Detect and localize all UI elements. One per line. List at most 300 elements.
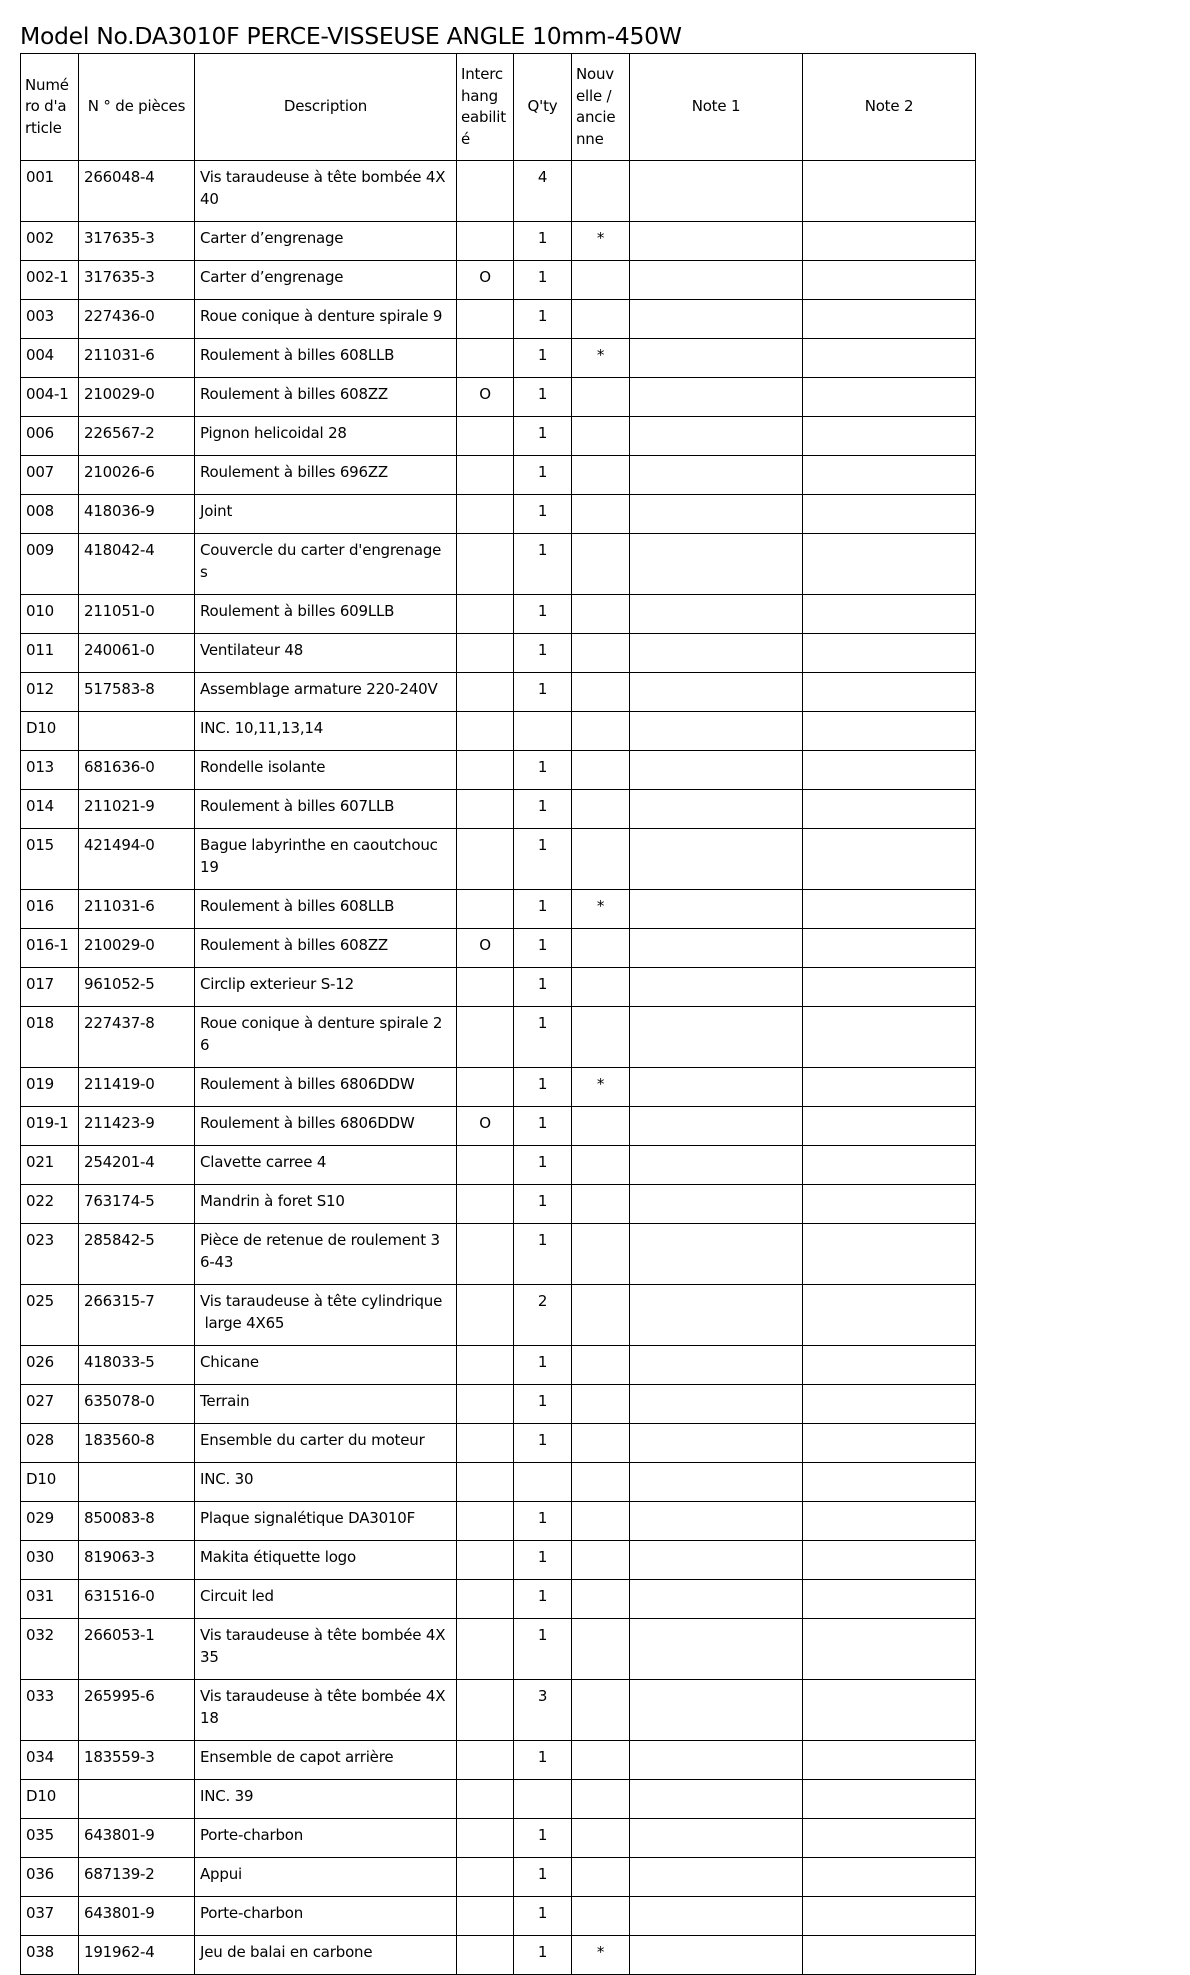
table-row [21, 1780, 976, 1819]
header-quantity: Q'ty [514, 54, 572, 161]
header-part-number: N ° de pièces [79, 54, 195, 161]
article-number-cell: 026 [21, 1346, 79, 1385]
note-1-cell [630, 1580, 803, 1619]
header-note-1: Note 1 [630, 54, 803, 161]
note-2-cell [803, 1502, 976, 1541]
interchangeability-cell [457, 339, 514, 378]
quantity-cell: 1 [514, 1007, 572, 1068]
interchangeability-cell: O [457, 378, 514, 417]
new-old-cell [572, 1463, 630, 1502]
note-1-cell [630, 456, 803, 495]
table-row [21, 1285, 976, 1346]
note-1-cell [630, 1224, 803, 1285]
note-2-cell [803, 1463, 976, 1502]
table-row [21, 261, 976, 300]
part-number-cell: 961052-5 [79, 968, 195, 1007]
note-1-cell [630, 1146, 803, 1185]
interchangeability-cell [457, 1224, 514, 1285]
part-number-cell: 643801-9 [79, 1819, 195, 1858]
note-2-cell [803, 1680, 976, 1741]
note-2-cell [803, 339, 976, 378]
part-number-cell: 418036-9 [79, 495, 195, 534]
article-number-cell: 016 [21, 890, 79, 929]
note-1-cell [630, 417, 803, 456]
description-cell: INC. 10,11,13,14 [195, 712, 457, 751]
new-old-cell [572, 1007, 630, 1068]
table-row [21, 1424, 976, 1463]
article-number-cell: D10 [21, 1780, 79, 1819]
note-2-cell [803, 790, 976, 829]
article-number-cell: 030 [21, 1541, 79, 1580]
part-number-cell: 226567-2 [79, 417, 195, 456]
description-cell: Terrain [195, 1385, 457, 1424]
part-number-cell: 418042-4 [79, 534, 195, 595]
note-2-cell [803, 1185, 976, 1224]
table-row [21, 1741, 976, 1780]
description-cell: Joint [195, 495, 457, 534]
note-2-cell [803, 300, 976, 339]
interchangeability-cell [457, 222, 514, 261]
part-number-cell: 266053-1 [79, 1619, 195, 1680]
description-cell: Roulement à billes 608ZZ [195, 929, 457, 968]
quantity-cell: 1 [514, 595, 572, 634]
quantity-cell: 1 [514, 378, 572, 417]
quantity-cell: 1 [514, 534, 572, 595]
note-1-cell [630, 1285, 803, 1346]
note-1-cell [630, 790, 803, 829]
article-number-cell: 036 [21, 1858, 79, 1897]
description-cell: Jeu de balai en carbone [195, 1936, 457, 1975]
part-number-cell: 517583-8 [79, 673, 195, 712]
table-row [21, 1502, 976, 1541]
new-old-cell [572, 1819, 630, 1858]
note-1-cell [630, 1897, 803, 1936]
article-number-cell: 037 [21, 1897, 79, 1936]
new-old-cell [572, 829, 630, 890]
note-1-cell [630, 929, 803, 968]
article-number-cell: 029 [21, 1502, 79, 1541]
quantity-cell: 1 [514, 673, 572, 712]
header-note-2: Note 2 [803, 54, 976, 161]
part-number-cell: 210029-0 [79, 378, 195, 417]
description-cell: Ensemble du carter du moteur [195, 1424, 457, 1463]
table-row [21, 1541, 976, 1580]
table-row [21, 673, 976, 712]
note-1-cell [630, 1502, 803, 1541]
note-1-cell [630, 1424, 803, 1463]
article-number-cell: 019-1 [21, 1107, 79, 1146]
new-old-cell [572, 378, 630, 417]
note-2-cell [803, 222, 976, 261]
note-2-cell [803, 673, 976, 712]
article-number-cell: 015 [21, 829, 79, 890]
table-row [21, 1346, 976, 1385]
interchangeability-cell [457, 1897, 514, 1936]
new-old-cell [572, 534, 630, 595]
note-1-cell [630, 968, 803, 1007]
interchangeability-cell [457, 1780, 514, 1819]
interchangeability-cell [457, 1819, 514, 1858]
new-old-cell [572, 417, 630, 456]
parts-table [20, 53, 976, 1975]
interchangeability-cell [457, 890, 514, 929]
note-1-cell [630, 634, 803, 673]
new-old-cell [572, 161, 630, 222]
article-number-cell: 006 [21, 417, 79, 456]
note-2-cell [803, 890, 976, 929]
new-old-cell [572, 968, 630, 1007]
article-number-cell: 007 [21, 456, 79, 495]
article-number-cell: 008 [21, 495, 79, 534]
part-number-cell: 211031-6 [79, 339, 195, 378]
description-cell: INC. 30 [195, 1463, 457, 1502]
new-old-cell [572, 1619, 630, 1680]
note-2-cell [803, 417, 976, 456]
note-2-cell [803, 1741, 976, 1780]
description-cell: INC. 39 [195, 1780, 457, 1819]
new-old-cell [572, 1385, 630, 1424]
part-number-cell: 635078-0 [79, 1385, 195, 1424]
quantity-cell: 1 [514, 1424, 572, 1463]
note-2-cell [803, 1936, 976, 1975]
part-number-cell: 850083-8 [79, 1502, 195, 1541]
note-1-cell [630, 222, 803, 261]
description-cell: Roulement à billes 608ZZ [195, 378, 457, 417]
note-2-cell [803, 1346, 976, 1385]
description-cell: Carter d’engrenage [195, 261, 457, 300]
header-article-number: Numé ro d'a rticle [21, 54, 79, 161]
note-2-cell [803, 595, 976, 634]
interchangeability-cell [457, 1185, 514, 1224]
note-1-cell [630, 1680, 803, 1741]
article-number-cell: 012 [21, 673, 79, 712]
quantity-cell: 1 [514, 1541, 572, 1580]
description-cell: Assemblage armature 220-240V [195, 673, 457, 712]
note-2-cell [803, 1385, 976, 1424]
note-1-cell [630, 339, 803, 378]
article-number-cell: 014 [21, 790, 79, 829]
interchangeability-cell [457, 300, 514, 339]
article-number-cell: 033 [21, 1680, 79, 1741]
description-cell: Roulement à billes 6806DDW [195, 1068, 457, 1107]
interchangeability-cell [457, 829, 514, 890]
description-cell: Roulement à billes 608LLB [195, 339, 457, 378]
quantity-cell: 1 [514, 829, 572, 890]
table-row [21, 1897, 976, 1936]
quantity-cell: 1 [514, 929, 572, 968]
new-old-cell [572, 712, 630, 751]
description-cell: Roulement à billes 609LLB [195, 595, 457, 634]
article-number-cell: 011 [21, 634, 79, 673]
new-old-cell [572, 751, 630, 790]
quantity-cell: 1 [514, 495, 572, 534]
new-old-cell: * [572, 222, 630, 261]
quantity-cell: 1 [514, 1858, 572, 1897]
new-old-cell [572, 1580, 630, 1619]
article-number-cell: 023 [21, 1224, 79, 1285]
note-2-cell [803, 1107, 976, 1146]
table-row [21, 1463, 976, 1502]
description-cell: Appui [195, 1858, 457, 1897]
part-number-cell: 421494-0 [79, 829, 195, 890]
description-cell: Vis taraudeuse à tête bombée 4X 35 [195, 1619, 457, 1680]
table-row [21, 1680, 976, 1741]
note-1-cell [630, 495, 803, 534]
note-2-cell [803, 1224, 976, 1285]
note-2-cell [803, 1541, 976, 1580]
description-cell: Pièce de retenue de roulement 3 6-43 [195, 1224, 457, 1285]
part-number-cell: 418033-5 [79, 1346, 195, 1385]
article-number-cell: 019 [21, 1068, 79, 1107]
table-row [21, 1819, 976, 1858]
interchangeability-cell [457, 1580, 514, 1619]
interchangeability-cell [457, 1936, 514, 1975]
article-number-cell: 004 [21, 339, 79, 378]
table-row [21, 417, 976, 456]
description-cell: Plaque signalétique DA3010F [195, 1502, 457, 1541]
header-description: Description [195, 54, 457, 161]
part-number-cell: 227436-0 [79, 300, 195, 339]
new-old-cell [572, 634, 630, 673]
new-old-cell [572, 1285, 630, 1346]
part-number-cell: 211423-9 [79, 1107, 195, 1146]
interchangeability-cell [457, 1502, 514, 1541]
new-old-cell [572, 261, 630, 300]
quantity-cell: 1 [514, 1185, 572, 1224]
note-1-cell [630, 1619, 803, 1680]
interchangeability-cell [457, 1146, 514, 1185]
part-number-cell: 211051-0 [79, 595, 195, 634]
note-1-cell [630, 673, 803, 712]
new-old-cell [572, 1346, 630, 1385]
quantity-cell: 1 [514, 968, 572, 1007]
description-cell: Chicane [195, 1346, 457, 1385]
interchangeability-cell [457, 1007, 514, 1068]
quantity-cell [514, 1463, 572, 1502]
interchangeability-cell: O [457, 929, 514, 968]
article-number-cell: 028 [21, 1424, 79, 1463]
note-1-cell [630, 1107, 803, 1146]
part-number-cell: 183560-8 [79, 1424, 195, 1463]
article-number-cell: 022 [21, 1185, 79, 1224]
part-number-cell: 211031-6 [79, 890, 195, 929]
new-old-cell [572, 300, 630, 339]
table-row [21, 1007, 976, 1068]
note-2-cell [803, 751, 976, 790]
header-new-old: Nouv elle / ancie nne [572, 54, 630, 161]
new-old-cell: * [572, 890, 630, 929]
quantity-cell: 1 [514, 1936, 572, 1975]
description-cell: Circuit led [195, 1580, 457, 1619]
new-old-cell [572, 1185, 630, 1224]
quantity-cell: 1 [514, 222, 572, 261]
description-cell: Roue conique à denture spirale 2 6 [195, 1007, 457, 1068]
table-row [21, 222, 976, 261]
interchangeability-cell [457, 161, 514, 222]
interchangeability-cell [457, 673, 514, 712]
note-2-cell [803, 1780, 976, 1819]
interchangeability-cell [457, 1619, 514, 1680]
part-number-cell: 191962-4 [79, 1936, 195, 1975]
note-1-cell [630, 300, 803, 339]
article-number-cell: 021 [21, 1146, 79, 1185]
description-cell: Carter d’engrenage [195, 222, 457, 261]
note-1-cell [630, 1936, 803, 1975]
note-2-cell [803, 712, 976, 751]
quantity-cell: 1 [514, 1580, 572, 1619]
note-2-cell [803, 1068, 976, 1107]
quantity-cell: 1 [514, 1741, 572, 1780]
part-number-cell: 211021-9 [79, 790, 195, 829]
table-row [21, 1385, 976, 1424]
table-row [21, 1580, 976, 1619]
description-cell: Roue conique à denture spirale 9 [195, 300, 457, 339]
quantity-cell: 1 [514, 751, 572, 790]
interchangeability-cell: O [457, 1107, 514, 1146]
table-row [21, 712, 976, 751]
note-1-cell [630, 261, 803, 300]
table-row [21, 1619, 976, 1680]
table-row [21, 829, 976, 890]
new-old-cell: * [572, 1936, 630, 1975]
quantity-cell: 1 [514, 1146, 572, 1185]
article-number-cell: 017 [21, 968, 79, 1007]
part-number-cell: 819063-3 [79, 1541, 195, 1580]
note-1-cell [630, 1385, 803, 1424]
quantity-cell: 1 [514, 1819, 572, 1858]
note-2-cell [803, 1285, 976, 1346]
description-cell: Roulement à billes 6806DDW [195, 1107, 457, 1146]
note-1-cell [630, 890, 803, 929]
note-1-cell [630, 829, 803, 890]
description-cell: Vis taraudeuse à tête cylindrique large 4X65 [195, 1285, 457, 1346]
interchangeability-cell [457, 1346, 514, 1385]
table-row [21, 1224, 976, 1285]
quantity-cell: 1 [514, 790, 572, 829]
part-number-cell [79, 1780, 195, 1819]
header-interchangeability: Interc hang eabilit é [457, 54, 514, 161]
table-row [21, 339, 976, 378]
interchangeability-cell [457, 1680, 514, 1741]
note-2-cell [803, 261, 976, 300]
interchangeability-cell [457, 1741, 514, 1780]
note-2-cell [803, 495, 976, 534]
page-title: Model No.DA3010F PERCE-VISSEUSE ANGLE 10mm-450W [20, 22, 682, 50]
interchangeability-cell [457, 1424, 514, 1463]
part-number-cell: 183559-3 [79, 1741, 195, 1780]
note-1-cell [630, 1780, 803, 1819]
table-row [21, 890, 976, 929]
description-cell: Rondelle isolante [195, 751, 457, 790]
quantity-cell: 1 [514, 300, 572, 339]
note-2-cell [803, 968, 976, 1007]
new-old-cell [572, 1897, 630, 1936]
new-old-cell [572, 1146, 630, 1185]
interchangeability-cell [457, 595, 514, 634]
new-old-cell [572, 1424, 630, 1463]
description-cell: Pignon helicoidal 28 [195, 417, 457, 456]
new-old-cell [572, 1858, 630, 1897]
article-number-cell: 016-1 [21, 929, 79, 968]
note-1-cell [630, 1185, 803, 1224]
article-number-cell: 032 [21, 1619, 79, 1680]
note-2-cell [803, 1819, 976, 1858]
quantity-cell [514, 1780, 572, 1819]
new-old-cell: * [572, 1068, 630, 1107]
new-old-cell [572, 1107, 630, 1146]
note-1-cell [630, 1346, 803, 1385]
article-number-cell: 010 [21, 595, 79, 634]
quantity-cell: 1 [514, 1107, 572, 1146]
interchangeability-cell [457, 968, 514, 1007]
quantity-cell: 1 [514, 1224, 572, 1285]
article-number-cell: 009 [21, 534, 79, 595]
description-cell: Ensemble de capot arrière [195, 1741, 457, 1780]
table-row [21, 595, 976, 634]
note-1-cell [630, 1068, 803, 1107]
table-row [21, 1185, 976, 1224]
interchangeability-cell [457, 495, 514, 534]
article-number-cell: 027 [21, 1385, 79, 1424]
note-2-cell [803, 1619, 976, 1680]
article-number-cell: 025 [21, 1285, 79, 1346]
part-number-cell: 210026-6 [79, 456, 195, 495]
quantity-cell [514, 712, 572, 751]
new-old-cell [572, 1780, 630, 1819]
new-old-cell [572, 1224, 630, 1285]
note-1-cell [630, 712, 803, 751]
table-row [21, 1068, 976, 1107]
note-1-cell [630, 751, 803, 790]
interchangeability-cell [457, 1068, 514, 1107]
part-number-cell: 687139-2 [79, 1858, 195, 1897]
interchangeability-cell [457, 751, 514, 790]
article-number-cell: D10 [21, 712, 79, 751]
quantity-cell: 1 [514, 1619, 572, 1680]
part-number-cell: 240061-0 [79, 634, 195, 673]
article-number-cell: D10 [21, 1463, 79, 1502]
table-row [21, 790, 976, 829]
note-2-cell [803, 829, 976, 890]
quantity-cell: 1 [514, 1502, 572, 1541]
quantity-cell: 4 [514, 161, 572, 222]
interchangeability-cell [457, 1285, 514, 1346]
note-2-cell [803, 161, 976, 222]
new-old-cell: * [572, 339, 630, 378]
description-cell: Mandrin à foret S10 [195, 1185, 457, 1224]
new-old-cell [572, 456, 630, 495]
note-2-cell [803, 1897, 976, 1936]
table-row [21, 1858, 976, 1897]
description-cell: Roulement à billes 607LLB [195, 790, 457, 829]
note-2-cell [803, 1858, 976, 1897]
interchangeability-cell [457, 1858, 514, 1897]
quantity-cell: 1 [514, 634, 572, 673]
part-number-cell: 317635-3 [79, 222, 195, 261]
part-number-cell: 254201-4 [79, 1146, 195, 1185]
new-old-cell [572, 929, 630, 968]
part-number-cell [79, 712, 195, 751]
part-number-cell: 317635-3 [79, 261, 195, 300]
note-1-cell [630, 1858, 803, 1897]
quantity-cell: 1 [514, 1068, 572, 1107]
article-number-cell: 002-1 [21, 261, 79, 300]
part-number-cell: 631516-0 [79, 1580, 195, 1619]
note-1-cell [630, 534, 803, 595]
part-number-cell: 643801-9 [79, 1897, 195, 1936]
description-cell: Ventilateur 48 [195, 634, 457, 673]
note-1-cell [630, 1007, 803, 1068]
